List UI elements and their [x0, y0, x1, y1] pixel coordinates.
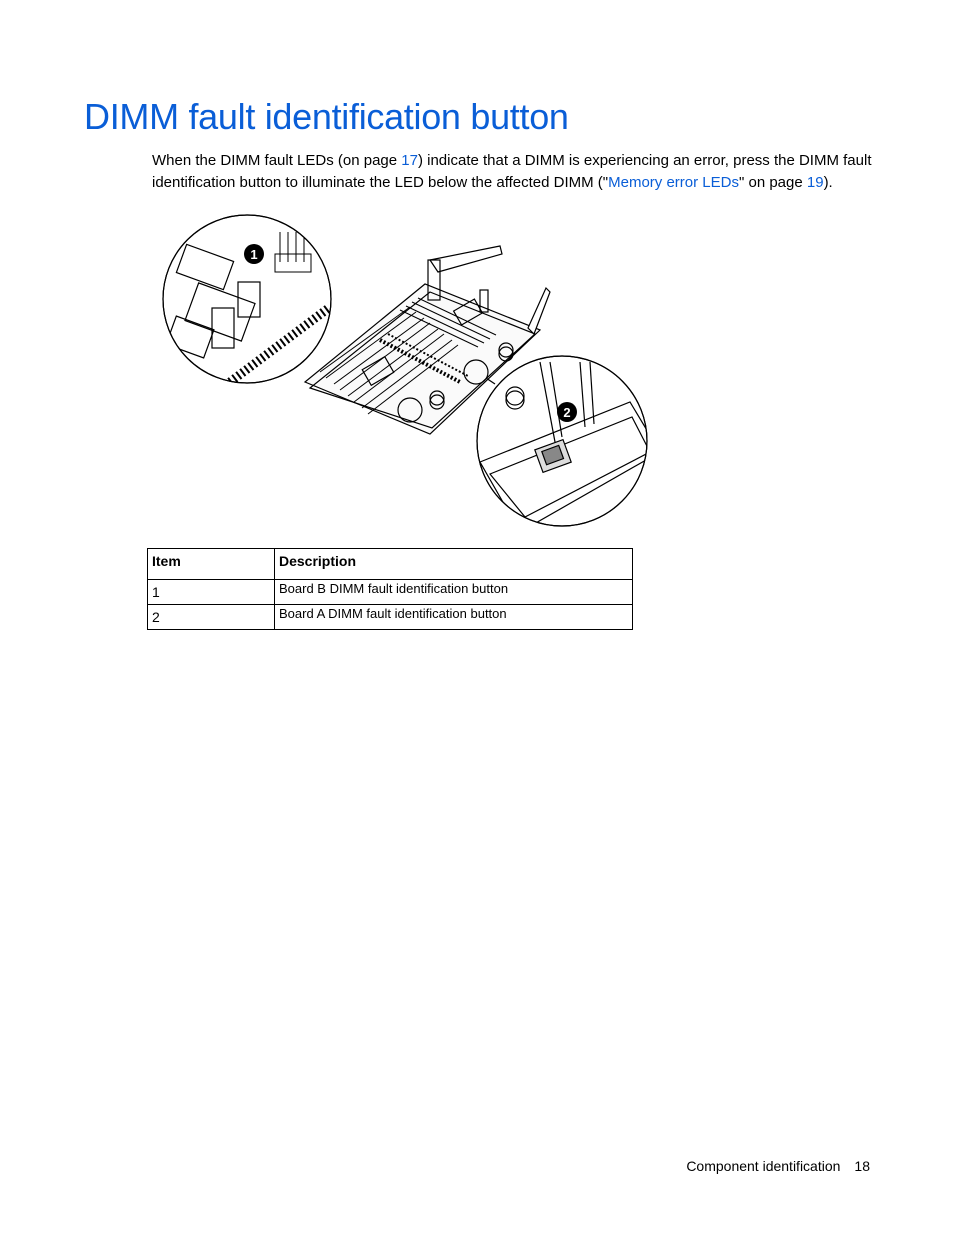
- table-header-row: [148, 549, 633, 580]
- row-description: Board A DIMM fault identification button: [275, 605, 633, 630]
- board-illustration: [160, 212, 650, 530]
- page-17-link[interactable]: 17: [401, 152, 418, 169]
- callout-2: 2: [563, 405, 571, 420]
- header-description: Description: [275, 549, 633, 580]
- row-description: Board B DIMM fault identification button: [275, 580, 633, 605]
- item-description-table: [147, 548, 633, 630]
- page-title: DIMM fault identification button: [84, 96, 569, 137]
- footer-section: Component identification: [686, 1158, 841, 1174]
- header-item: Item: [148, 549, 275, 580]
- intro-text-4: ).: [823, 174, 833, 191]
- intro-paragraph: [152, 150, 877, 194]
- table-row: [148, 605, 633, 630]
- row-item: 1: [148, 580, 275, 605]
- row-item: 2: [148, 605, 275, 630]
- memory-error-leds-link[interactable]: Memory error LEDs: [608, 174, 739, 191]
- table-row: [148, 580, 633, 605]
- zoom-circle-board-b: [163, 215, 331, 383]
- callout-1: 1: [250, 247, 258, 262]
- page-footer: [686, 1158, 870, 1174]
- page-19-link[interactable]: 19: [806, 174, 824, 191]
- page-number: 18: [854, 1158, 870, 1174]
- intro-text-3: " on page: [738, 174, 807, 191]
- intro-text-1: When the DIMM fault LEDs (on page: [152, 152, 402, 169]
- intro-text-2: ) indicate that a DIMM is experiencing an error, press the DIMM fault identification button to illuminate the LED below the affected DIMM (": [152, 152, 872, 191]
- zoom-circle-board-a: [477, 356, 650, 530]
